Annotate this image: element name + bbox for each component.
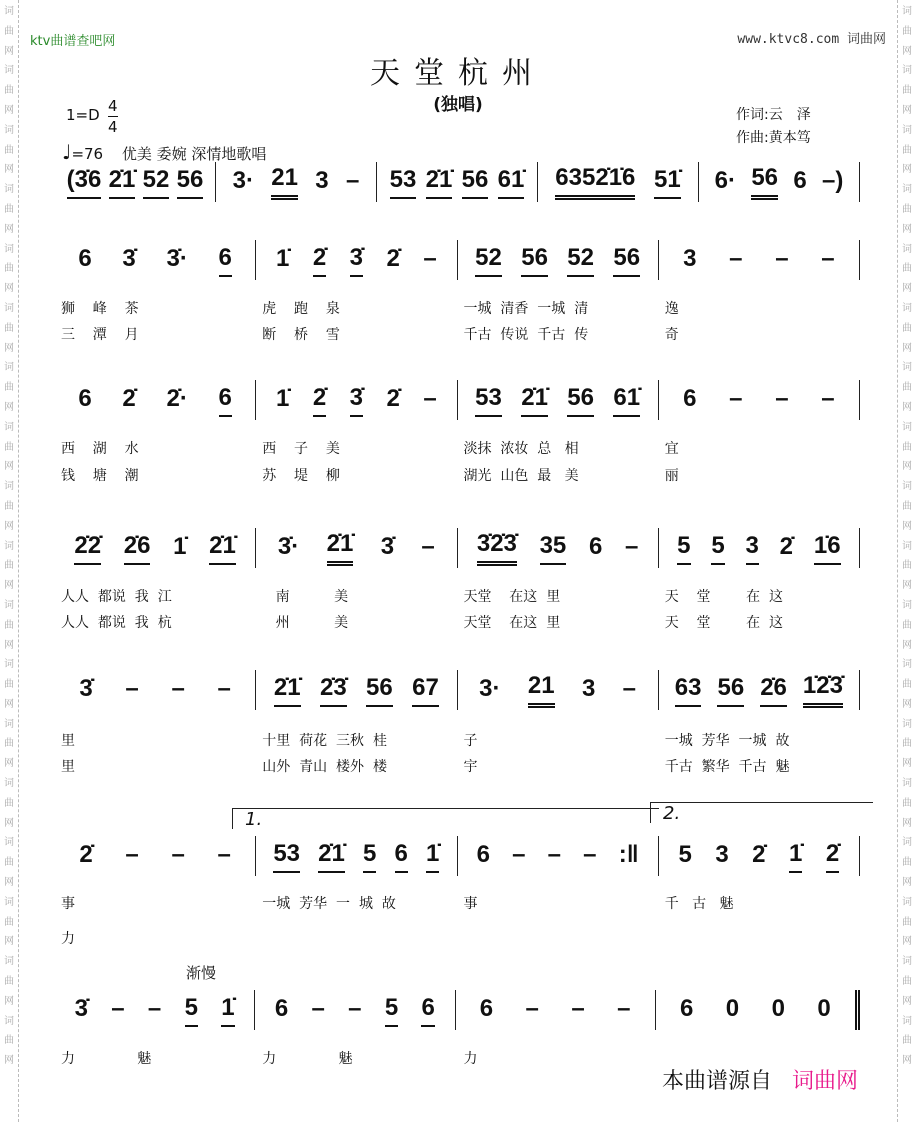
score-line: [55, 528, 860, 576]
note: 6: [78, 244, 92, 272]
note: 53: [475, 384, 502, 417]
note: 2̇2̇: [74, 532, 101, 565]
note: –: [171, 840, 185, 868]
note: –: [348, 994, 362, 1022]
measure: [256, 670, 457, 710]
measure: [377, 162, 538, 202]
note: 5: [185, 994, 198, 1027]
note: 6: [793, 166, 807, 194]
lyric-measure: 里: [61, 733, 75, 749]
side-watermark-left: 词曲网词曲网词曲网词曲网词曲网词曲网词曲网词曲网词曲网词曲网词曲网词曲网词曲网词曲网词曲网词曲网词曲网词曲网: [0, 0, 19, 1122]
score-line: [55, 670, 860, 718]
note: –: [622, 674, 637, 702]
note: 52: [567, 244, 594, 277]
note: –: [821, 384, 835, 412]
note: –: [423, 244, 437, 272]
measure: [458, 528, 659, 568]
note: 3̇: [122, 244, 136, 272]
note: 56: [567, 384, 594, 417]
note: 56: [717, 674, 744, 707]
lyric-measure: 人人 都说 我 江: [61, 589, 172, 605]
note: –: [571, 994, 585, 1022]
lyric-measure: 一城 清香 一城 清: [463, 301, 589, 317]
measure: [55, 162, 216, 202]
note: 61̇: [498, 166, 525, 199]
song-title: 天堂杭州: [370, 56, 546, 91]
note: 0: [771, 994, 785, 1022]
note: 35: [540, 532, 567, 565]
note: 53: [273, 840, 300, 873]
time-top: 4: [108, 97, 118, 115]
lyric-measure: 一城 芳华 一 城 故: [262, 896, 396, 912]
note: –: [625, 532, 639, 560]
lyric-measure: 人人 都说 我 杭: [61, 615, 172, 631]
note: 2̇1̇: [521, 384, 548, 417]
lyrics-row: [55, 612, 860, 632]
lyric-measure: 西 子 美: [262, 441, 340, 457]
measure: [458, 380, 659, 420]
note: 53: [390, 166, 417, 199]
note: 3̇: [380, 532, 395, 560]
note: 52: [143, 166, 170, 199]
note: 2̇·: [166, 384, 188, 412]
lyrics-row: [55, 928, 860, 948]
measure: [458, 670, 659, 710]
note: 3̇: [350, 384, 363, 417]
note: 21: [528, 672, 555, 708]
measure: [256, 240, 457, 280]
lyric-measure: 山外 青山 楼外 楼: [262, 759, 387, 775]
measure: [699, 162, 860, 202]
lyrics-row: [55, 465, 860, 485]
lyric-measure: 钱 塘 潮: [61, 468, 139, 484]
note: –: [125, 840, 139, 868]
ritardando-mark: 渐慢: [186, 964, 217, 982]
lyric-measure: 奇: [664, 327, 679, 343]
note: 2̇: [313, 244, 326, 277]
measure: [656, 990, 860, 1030]
note: 2̇3̇: [320, 674, 347, 707]
measure: [256, 380, 457, 420]
note: –: [583, 840, 597, 868]
note: 6: [421, 994, 434, 1027]
note: 3̇·: [166, 244, 188, 272]
note: 56: [751, 164, 778, 200]
note: –: [111, 994, 125, 1022]
tempo-value: =76: [71, 145, 104, 163]
note: 2̇: [779, 532, 794, 560]
lyric-measure: 天堂 在这 里: [463, 615, 561, 631]
measure: [659, 836, 860, 876]
lyric-measure: 狮 峰 茶: [61, 301, 139, 317]
note: 6: [683, 384, 697, 412]
note: –: [147, 994, 162, 1022]
time-signature: [108, 96, 118, 137]
lyric-measure: 一城 芳华 一城 故: [664, 733, 790, 749]
note: 2̇: [122, 384, 136, 412]
lyric-measure: 州 美: [262, 615, 349, 631]
note: 6: [679, 994, 694, 1022]
note: 2̇1̇: [318, 840, 345, 873]
lyric-measure: 南 美: [262, 589, 349, 605]
lyric-measure: 千 古 魅: [664, 896, 734, 912]
note: 1̇: [221, 994, 234, 1027]
note: –: [775, 244, 789, 272]
composer: 作曲:黄本笃: [736, 130, 811, 146]
credits: [736, 104, 811, 150]
key-signature: 1=D: [66, 106, 100, 124]
measure: [55, 836, 256, 876]
note: –: [821, 244, 835, 272]
measure: [55, 240, 256, 280]
note: 2̇: [386, 244, 400, 272]
note: –: [171, 674, 185, 702]
note: –: [729, 244, 743, 272]
score-line: [55, 836, 860, 884]
note: 5: [678, 840, 692, 868]
note: 1̇: [275, 244, 290, 272]
note: 6·: [714, 166, 736, 194]
lyric-measure: 事: [463, 896, 478, 912]
note: 2̇1̇: [209, 532, 236, 565]
tempo-marking: [62, 140, 266, 164]
lyric-measure: 力 魅: [61, 1051, 152, 1067]
lyric-measure: 力: [463, 1051, 478, 1067]
lyrics-row: [55, 893, 860, 913]
measure: [55, 380, 256, 420]
note: 56: [366, 674, 393, 707]
lyrics-row: [55, 756, 860, 776]
note: 6: [78, 384, 92, 412]
measure: [216, 162, 377, 202]
note: 63: [675, 674, 702, 707]
measure: [659, 240, 860, 280]
note: (3̇6: [67, 166, 102, 199]
lyric-measure: 逸: [664, 301, 679, 317]
note: 6: [476, 840, 490, 868]
lyric-measure: 千古 繁华 千古 魅: [664, 759, 790, 775]
note: 2̇6: [124, 532, 151, 565]
note: 6: [395, 840, 408, 873]
note: –: [125, 674, 139, 702]
lyric-measure: 天堂 在这 里: [463, 589, 561, 605]
watermark-left: ktv曲谱查吧网: [30, 34, 116, 49]
measure: [55, 528, 256, 568]
lyric-measure: 天 堂 在 这: [664, 615, 784, 631]
note: 2̇1̇: [426, 166, 453, 199]
source-credit: [662, 1064, 858, 1095]
note: 3: [715, 840, 729, 868]
note: 5: [677, 532, 690, 565]
note: 6: [588, 532, 603, 560]
note: 3: [683, 244, 697, 272]
note: 3̇2̇3̇: [477, 530, 517, 566]
source-site: 词曲网: [792, 1069, 859, 1094]
note: 1̇2̇3̇: [803, 672, 843, 708]
note: 2̇: [386, 384, 400, 412]
note: –: [775, 384, 789, 412]
lyric-measure: 宇: [463, 759, 478, 775]
note: 3: [581, 674, 596, 702]
note: 5: [711, 532, 724, 565]
measure: [256, 836, 457, 876]
note: 3·: [479, 674, 501, 702]
measure: [256, 528, 457, 568]
measure: [659, 528, 860, 568]
note: 52: [475, 244, 502, 277]
volta-2: 2.: [650, 802, 873, 823]
note: 2̇1̇: [274, 674, 301, 707]
lyric-measure: 力: [61, 931, 75, 947]
note: 2̇: [826, 840, 839, 873]
note: –: [421, 532, 435, 560]
note: 6: [479, 994, 494, 1022]
note: –: [617, 994, 631, 1022]
time-bottom: 4: [108, 118, 118, 136]
measure: [55, 670, 256, 710]
note: –: [217, 674, 231, 702]
note: 2̇1̇: [109, 166, 136, 199]
note: 67: [412, 674, 439, 707]
note: –: [525, 994, 539, 1022]
lyric-measure: 力 魅: [262, 1051, 353, 1067]
lyric-measure: 虎 跑 泉: [262, 301, 340, 317]
note: 2̇: [79, 840, 93, 868]
note: 3̇: [350, 244, 363, 277]
lyric-measure: 十里 荷花 三秋 桂: [262, 733, 387, 749]
note: 21: [271, 164, 298, 200]
lyric-measure: 子: [463, 733, 478, 749]
note: 2̇6: [760, 674, 787, 707]
measure: [659, 380, 860, 420]
lyric-measure: 事: [61, 896, 75, 912]
note: 56: [177, 166, 204, 199]
measure: [659, 670, 860, 710]
measure: [538, 162, 699, 202]
note: 6: [219, 244, 232, 277]
lyric-measure: [659, 928, 860, 948]
score-line: [55, 162, 860, 210]
note: 3: [746, 532, 759, 565]
note: –: [729, 384, 743, 412]
note: 1̇: [275, 384, 290, 412]
note: –: [547, 840, 561, 868]
note: 1̇6: [814, 532, 841, 565]
lyrics-row: [55, 586, 860, 606]
quarter-note-icon: ♩: [62, 140, 72, 164]
note: 2̇: [313, 384, 326, 417]
lyric-measure: [659, 1048, 860, 1068]
side-watermark-right: 词曲网词曲网词曲网词曲网词曲网词曲网词曲网词曲网词曲网词曲网词曲网词曲网词曲网词曲网词曲网词曲网词曲网词曲网: [897, 0, 916, 1122]
note: 6352̇1̇6: [555, 164, 635, 200]
lyric-measure: 湖光 山色 最 美: [463, 468, 579, 484]
score-line: [55, 990, 860, 1038]
note: 51̇: [654, 166, 681, 199]
note: –: [217, 840, 231, 868]
source-label: 本曲谱源自: [662, 1069, 773, 1094]
note: 56: [613, 244, 640, 277]
song-subtitle: (独唱): [433, 95, 483, 115]
note: 2̇1̇: [327, 530, 354, 566]
note: –: [512, 840, 526, 868]
expression-mark: 优美 委婉 深情地歌唱: [121, 145, 267, 163]
note: –: [311, 994, 325, 1022]
lyric-measure: 淡抹 浓妆 总 相: [463, 441, 579, 457]
note: :‖: [618, 840, 639, 868]
lyrics-row: [55, 298, 860, 318]
note: 5: [363, 840, 376, 873]
measure: [255, 990, 455, 1030]
lyric-measure: 断 桥 雪: [262, 327, 340, 343]
lyric-measure: 千古 传说 千古 传: [463, 327, 589, 343]
measure: [458, 836, 659, 876]
lyrics-row: [55, 324, 860, 344]
note: 5: [385, 994, 398, 1027]
lyric-measure: [256, 928, 457, 948]
lyric-measure: [458, 928, 659, 948]
lyrics-row: [55, 1048, 860, 1068]
measure: [458, 240, 659, 280]
lyric-measure: 里: [61, 759, 75, 775]
note: 6: [274, 994, 289, 1022]
lyric-measure: 宜: [664, 441, 679, 457]
note: 3: [315, 166, 329, 194]
note: 2̇: [752, 840, 766, 868]
lyrics-row: [55, 730, 860, 750]
note: 56: [462, 166, 489, 199]
note: 1̇: [426, 840, 439, 873]
note: 3·: [232, 166, 254, 194]
note: 0: [725, 994, 740, 1022]
lyrics-row: [55, 438, 860, 458]
note: –): [822, 166, 844, 194]
note: 0: [817, 994, 831, 1022]
score-line: [55, 240, 860, 288]
note: 1̇: [789, 840, 802, 873]
lyric-measure: 苏 堤 柳: [262, 468, 340, 484]
measure: [55, 990, 255, 1030]
note: 1̇: [173, 532, 187, 560]
lyric-measure: 天 堂 在 这: [664, 589, 784, 605]
lyricist: 作词:云 泽: [736, 107, 811, 123]
watermark-right: www.ktvc8.com 词曲网: [737, 32, 886, 47]
note: 3̇: [79, 674, 93, 702]
lyric-measure: 丽: [664, 468, 679, 484]
note: 61̇: [613, 384, 640, 417]
score-line: [55, 380, 860, 428]
note: 6: [219, 384, 232, 417]
measure: [456, 990, 656, 1030]
note: 3̇: [74, 994, 88, 1022]
note: –: [423, 384, 437, 412]
lyric-measure: 三 潭 月: [61, 327, 139, 343]
note: 56: [521, 244, 548, 277]
volta-1: 1.: [232, 808, 659, 829]
note: 3̇·: [277, 532, 300, 560]
lyric-measure: 西 湖 水: [61, 441, 139, 457]
note: –: [345, 166, 360, 194]
